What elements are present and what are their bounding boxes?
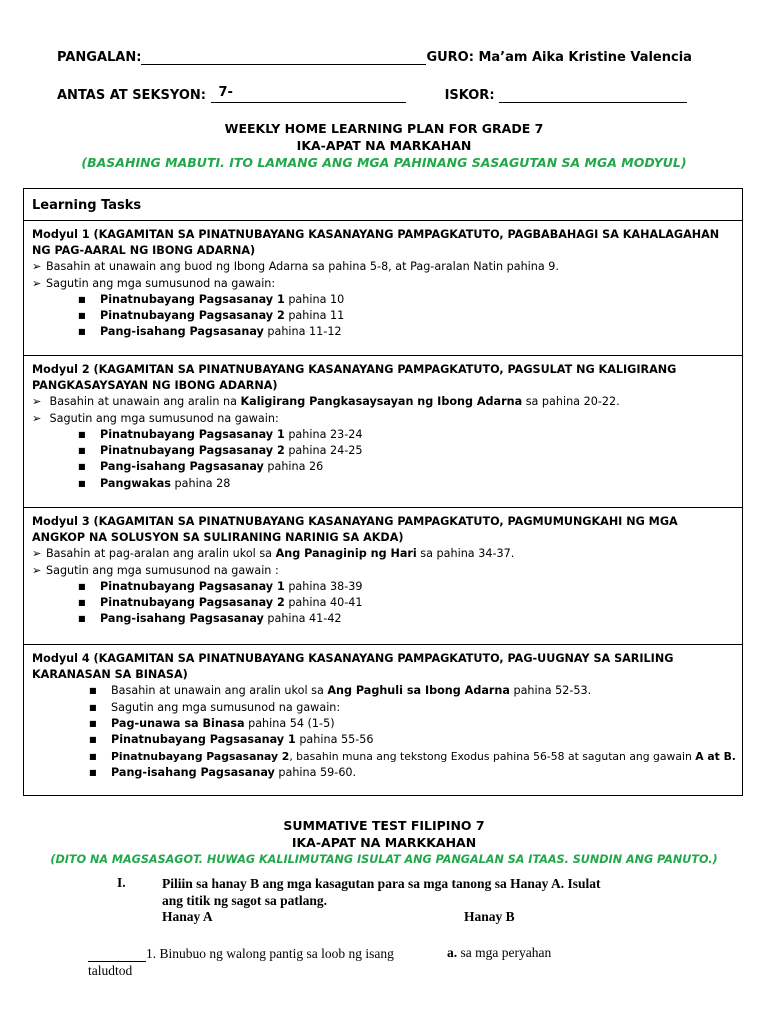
module-2-task: ■ Pangwakas pahina 28 [32, 476, 734, 492]
module-2-task: ■ Pinatnubayang Pagsasanay 1 pahina 23-24 [32, 427, 734, 443]
score-blank-line[interactable] [499, 85, 687, 103]
summative-title: SUMMATIVE TEST FILIPINO 7 [283, 818, 485, 833]
choice-a-text: sa mga peryahan [457, 945, 552, 960]
learning-tasks-header: Learning Tasks [24, 189, 742, 221]
arrow-icon: ➢ [32, 411, 42, 425]
square-bullet-icon: ■ [78, 446, 86, 456]
square-bullet-icon: ■ [78, 429, 86, 439]
module-1 [24, 221, 742, 356]
square-bullet-icon: ■ [89, 719, 97, 729]
plan-title: WEEKLY HOME LEARNING PLAN FOR GRADE 7 [224, 121, 544, 136]
arrow-icon: ➢ [32, 547, 42, 561]
module-1-step: ➢ Sagutin ang mga sumusunod na gawain: [32, 276, 734, 292]
summative-note: (DITO NA MAGSASAGOT. HUWAG KALILIMUTANG ISULAT ANG PANGALAN SA ITAAS. SUNDIN ANG PANUTO.) [50, 853, 718, 866]
grade-label: ANTAS AT SEKSYON: [57, 88, 206, 103]
module-1-task: ■ Pang-isahang Pagsasanay pahina 11-12 [32, 324, 734, 340]
module-2-step: ➢ Basahin at unawain ang aralin na Kaligirang Pangkasaysayan ng Ibong Adarna sa pahina 20-22. [32, 394, 734, 410]
module-2-task: ■ Pinatnubayang Pagsasanay 2 pahina 24-25 [32, 443, 734, 459]
column-a-heading: Hanay A [162, 909, 213, 924]
answer-blank-1[interactable] [88, 947, 146, 962]
square-bullet-icon: ■ [89, 751, 97, 761]
arrow-icon: ➢ [32, 276, 42, 290]
module-4-item: ■ Pinatnubayang Pagsasanay 1 pahina 55-56 [32, 732, 734, 748]
summative-quarter: IKA-APAT NA MARKKAHAN [291, 835, 477, 850]
module-2-step: ➢ Sagutin ang mga sumusunod na gawain: [32, 411, 734, 427]
square-bullet-icon: ■ [78, 311, 86, 321]
choice-a-letter: a. [447, 945, 458, 960]
module-2 [24, 356, 742, 508]
square-bullet-icon: ■ [78, 478, 86, 488]
square-bullet-icon: ■ [89, 735, 97, 745]
module-4-item: ■ Basahin at unawain ang aralin ukol sa Ang Paghuli sa Ibong Adarna pahina 52-53. [32, 683, 734, 699]
module-3-step: ➢ Basahin at pag-aralan ang aralin ukol sa Ang Panaginip ng Hari sa pahina 34-37. [32, 546, 734, 562]
square-bullet-icon: ■ [78, 327, 86, 337]
module-4-item: ■ Pang-isahang Pagsasanay pahina 59-60. [32, 765, 734, 781]
module-1-title: Modyul 1 (KAGAMITAN SA PINATNUBAYANG KASANAYANG PAMPAGKATUTO, PAGBABAHAGI SA KAHALAGAHAN NG PAG-AARAL NG IBONG ADARNA) [32, 228, 720, 258]
square-bullet-icon: ■ [78, 598, 86, 608]
module-3-step: ➢ Sagutin ang mga sumusunod na gawain : [32, 563, 734, 579]
module-4-item: ■ Sagutin ang mga sumusunod na gawain: [32, 700, 734, 716]
arrow-icon: ➢ [32, 395, 42, 409]
grade-blank-line[interactable] [211, 85, 406, 103]
module-4-item: ■ Pag-unawa sa Binasa pahina 54 (1-5) [32, 716, 734, 732]
square-bullet-icon: ■ [89, 686, 97, 696]
module-3-task: ■ Pang-isahang Pagsasanay pahina 41-42 [32, 611, 734, 627]
name-blank-line[interactable] [141, 47, 426, 65]
grade-value: 7- [218, 85, 233, 100]
grade-row [57, 85, 687, 103]
column-b-heading: Hanay B [464, 909, 515, 924]
square-bullet-icon: ■ [89, 767, 97, 777]
learning-tasks-table [23, 188, 743, 796]
module-4-title: Modyul 4 (KAGAMITAN SA PINATNUBAYANG KASANAYANG PAMPAGKATUTO, PAG-UUGNAY SA SARILING KARANASAN SA BINASA) [32, 652, 674, 682]
summative-titles [0, 817, 768, 868]
part-roman-numeral: I. [117, 875, 126, 890]
teacher-label: GURO: Ma’am Aika Kristine Valencia [426, 50, 692, 65]
module-2-task: ■ Pang-isahang Pagsasanay pahina 26 [32, 459, 734, 475]
arrow-icon: ➢ [32, 260, 42, 274]
square-bullet-icon: ■ [89, 702, 97, 712]
module-1-task: ■ Pinatnubayang Pagsasanay 2 pahina 11 [32, 308, 734, 324]
module-3-title: Modyul 3 (KAGAMITAN SA PINATNUBAYANG KASANAYANG PAMPAGKATUTO, PAGMUMUNGKAHI NG MGA ANGKOP NA SOLUSYON SA SULIRANING NARINIG SA AKDA) [32, 515, 678, 545]
module-3 [24, 508, 742, 645]
plan-titles [0, 120, 768, 171]
test-instruction: Piliin sa hanay B ang mga kasagutan para sa mga tanong sa Hanay A. Isulat ang titik ng sagot sa patlang. [162, 876, 601, 908]
choice-a [447, 945, 551, 961]
module-3-task: ■ Pinatnubayang Pagsasanay 1 pahina 38-39 [32, 579, 734, 595]
module-4-item: ■ Pinatnubayang Pagsasanay 2, basahin muna ang tekstong Exodus pahina 56-58 at sagutan ang gawain A at B. [32, 749, 734, 765]
module-1-task: ■ Pinatnubayang Pagsasanay 1 pahina 10 [32, 292, 734, 308]
plan-quarter: IKA-APAT NA MARKAHAN [296, 138, 472, 153]
square-bullet-icon: ■ [78, 294, 86, 304]
name-label: PANGALAN: [57, 50, 142, 65]
score-label: ISKOR: [444, 88, 495, 103]
module-1-step: ➢ Basahin at unawain ang buod ng Ibong Adarna sa pahina 5-8, at Pag-aralan Natin pahina 9. [32, 259, 734, 275]
question-1-continuation: taludtod [88, 963, 133, 978]
square-bullet-icon: ■ [78, 581, 86, 591]
plan-note: (BASAHING MABUTI. ITO LAMANG ANG MGA PAHINANG SASAGUTAN SA MGA MODYUL) [81, 155, 687, 170]
name-row [57, 47, 692, 65]
module-2-title: Modyul 2 (KAGAMITAN SA PINATNUBAYANG KASANAYANG PAMPAGKATUTO, PAGSULAT NG KALIGIRANG PANGKASAYSAYAN NG IBONG ADARNA) [32, 363, 677, 393]
module-4 [24, 645, 742, 795]
question-1 [88, 945, 394, 979]
square-bullet-icon: ■ [78, 614, 86, 624]
arrow-icon: ➢ [32, 563, 42, 577]
square-bullet-icon: ■ [78, 462, 86, 472]
question-1-text: 1. Binubuo ng walong pantig sa loob ng isang [146, 946, 394, 961]
module-3-task: ■ Pinatnubayang Pagsasanay 2 pahina 40-41 [32, 595, 734, 611]
